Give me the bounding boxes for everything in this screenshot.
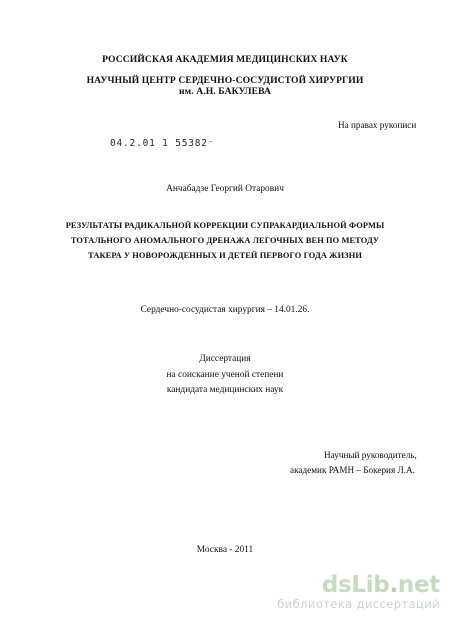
watermark-brand xyxy=(322,574,440,597)
research-center-name: НАУЧНЫЙ ЦЕНТР СЕРДЕЧНО-СОСУДИСТОЙ ХИРУРГИИ xyxy=(86,75,364,86)
watermark-subtitle: библиотека диссертаций xyxy=(277,597,440,611)
author-name: Анчабадзе Георгий Отарович xyxy=(166,184,284,194)
academy-name: РОССИЙСКАЯ АКАДЕМИЯ МЕДИЦИНСКИХ НАУК xyxy=(102,54,348,65)
supervisor-label: Научный руководитель, xyxy=(324,450,417,460)
place-and-year: Москва - 2011 xyxy=(196,545,254,555)
title-line-3: ТАКЕРА У НОВОРОЖДЕННЫХ И ДЕТЕЙ ПЕРВОГО ГОДА ЖИЗНИ xyxy=(88,251,362,260)
manuscript-rights-note: На правах рукописи xyxy=(338,120,417,130)
degree-type: Диссертация xyxy=(199,354,251,364)
watermark-brand-left: dsLib xyxy=(321,572,390,598)
specialty-code: Сердечно-сосудистая хирургия – 14.01.26. xyxy=(140,305,310,315)
title-line-1: РЕЗУЛЬТАТЫ РАДИКАЛЬНОЙ КОРРЕКЦИИ СУПРАКАРДИАЛЬНОЙ ФОРМЫ xyxy=(65,221,385,230)
dslib-watermark xyxy=(258,574,444,616)
center-named-after: им. А.Н. БАКУЛЕВА xyxy=(178,86,272,97)
degree-level: кандидата медицинских наук xyxy=(166,385,284,395)
supervisor-name: академик РАМН – Бокерия Л.А. xyxy=(290,465,415,475)
degree-purpose: на соискание ученой степени xyxy=(166,370,284,380)
watermark-brand-right: net xyxy=(397,572,440,598)
watermark-brand-dot: . xyxy=(389,572,398,598)
title-line-2: ТОТАЛЬНОГО АНОМАЛЬНОГО ДРЕНАЖА ЛЕГОЧНЫХ ВЕН ПО МЕТОДУ xyxy=(70,236,380,245)
registration-stamp: 04.2.01 1 55382⁻ xyxy=(110,138,215,149)
